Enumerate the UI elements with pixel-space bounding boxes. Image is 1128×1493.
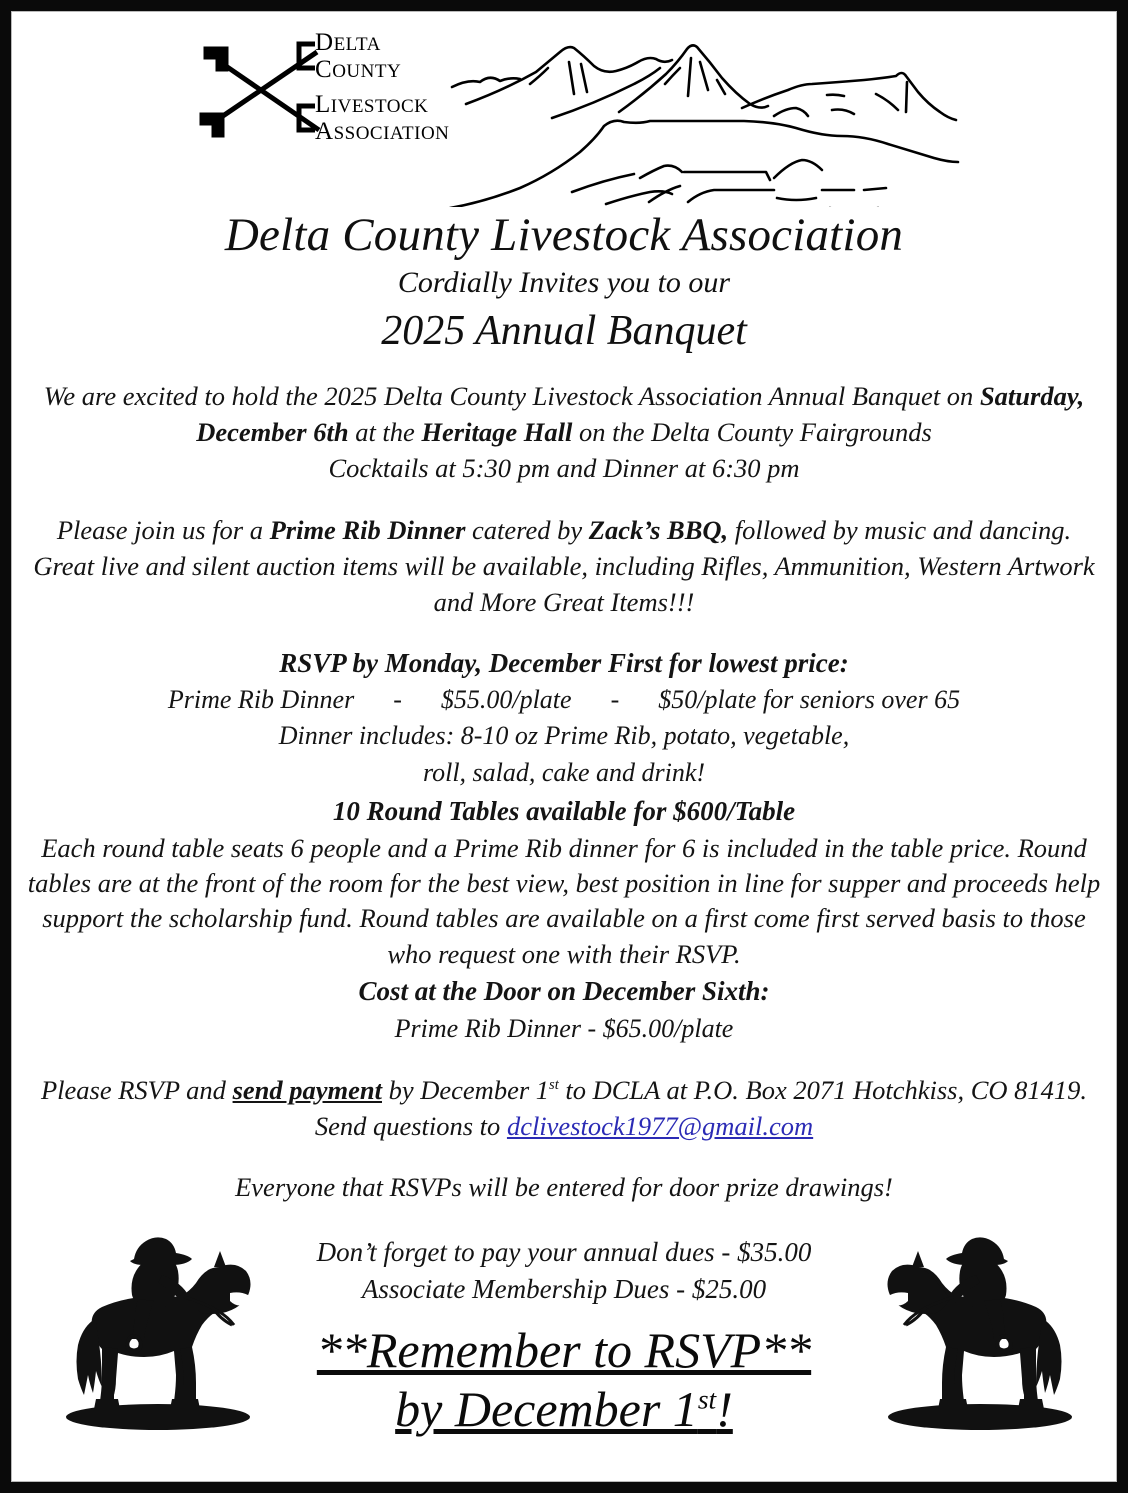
contact-email-link[interactable]: dclivestock1977@gmail.com (506, 1110, 814, 1141)
event-date: Saturday, December 6th (196, 381, 1085, 448)
payment-ordinal-suffix: st (549, 1076, 559, 1093)
banquet-title: 2025 Annual Banquet (381, 307, 747, 354)
svg-text:DELTA: DELTA (315, 29, 381, 56)
cowboy-on-horse-icon-left (62, 1229, 262, 1441)
intro-part2: at the (348, 417, 422, 448)
remember-deadline-main: by December 1 (395, 1381, 698, 1438)
round-tables-heading: 10 Round Tables available for $600/Table (332, 795, 796, 826)
door-price-line: Prime Rib Dinner - $65.00/plate (394, 1013, 734, 1043)
meal-name: Prime Rib Dinner (269, 515, 466, 546)
send-payment-emphasis: send payment (232, 1074, 382, 1105)
price-line: Prime Rib Dinner - $55.00/plate - $50/plate for seniors over 65 (167, 685, 961, 715)
annual-dues-line: Don’t forget to pay your annual dues - $35.00 (316, 1236, 812, 1267)
header-graphics (12, 12, 1116, 212)
flyer-inner-frame (11, 11, 1117, 1482)
dinner-includes-line1: Dinner includes: 8-10 oz Prime Rib, potato, vegetable, (278, 721, 850, 751)
dinner-part2: catered by (465, 515, 589, 546)
svg-text:COUNTY: COUNTY (315, 56, 402, 83)
event-venue: Heritage Hall (421, 417, 573, 448)
footer-zone (12, 1228, 1116, 1468)
title-block (12, 210, 1116, 356)
remember-rsvp-text: **Remember to RSVP** (316, 1322, 812, 1379)
event-times: Cocktails at 5:30 pm and Dinner at 6:30 pm (328, 453, 800, 484)
dinner-part1: Please join us for a (56, 515, 270, 546)
remember-deadline-text (395, 1381, 733, 1437)
rsvp-deadline-heading: RSVP by Monday, December First for lowest price: (279, 648, 849, 679)
payment-paragraph (12, 1072, 1116, 1144)
associate-dues-line: Associate Membership Dues - $25.00 (361, 1273, 767, 1304)
dinner-part3: followed by music and dancing. Great live and silent auction items will be available, including Rifles, Ammunition, Western Artwork and More Great Items!!! (33, 515, 1095, 618)
svg-text:LIVESTOCK: LIVESTOCK (315, 91, 429, 118)
mountain-range-icon (444, 32, 974, 207)
caterer-name: Zack’s BBQ, (588, 515, 729, 546)
door-cost-heading: Cost at the Door on December Sixth: (358, 975, 770, 1006)
remember-deadline-bang: ! (716, 1381, 733, 1438)
cowboy-on-horse-icon-right (876, 1229, 1076, 1441)
intro-part3: on the Delta County Fairgrounds (572, 417, 932, 448)
dinner-paragraph (12, 512, 1116, 620)
remember-deadline-ordinal: st (697, 1383, 717, 1415)
round-tables-paragraph: Each round table seats 6 people and a Prime Rib dinner for 6 is included in the table price. Round tables are at the front of the room for the best view, best position in line for supper and proceeds help support the scholarship fund. Round tables are available on a first come first served basis to those who request one with their RSVP. (27, 832, 1101, 969)
dinner-includes-line2: roll, salad, cake and drink! (422, 757, 706, 787)
svg-text:ASSOCIATION: ASSOCIATION (315, 118, 450, 145)
page-title: Delta County Livestock Association (224, 209, 904, 261)
payment-part2: by December 1 (382, 1074, 550, 1105)
payment-part1: Please RSVP and (40, 1074, 233, 1105)
payment-part3: to DCLA at P.O. Box 2071 Hotchkiss, CO 81419. Send questions to (314, 1074, 1088, 1141)
body-content (12, 378, 1116, 1206)
intro-paragraph (12, 378, 1116, 486)
door-prize-note: Everyone that RSVPs will be entered for door prize drawings! (235, 1172, 893, 1203)
intro-part1: We are excited to hold the 2025 Delta County Livestock Association Annual Banquet on (43, 381, 980, 412)
cordially-subtitle: Cordially Invites you to our (397, 265, 731, 299)
